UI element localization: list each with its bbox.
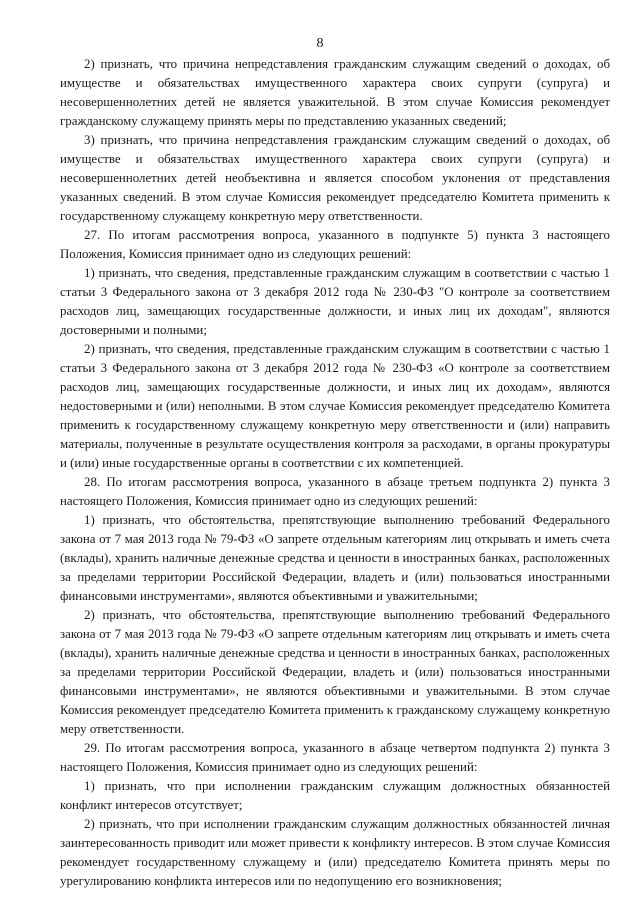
paragraph-clause-28: 28. По итогам рассмотрения вопроса, указанного в абзаце третьем подпункта 2) пункта 3 настоящего Положения, Комиссия принимает одно из следующих решений: [60, 475, 610, 508]
paragraph-27-2-unreliable: 2) признать, что сведения, представленные гражданским служащим в соответствии с частью 1 статьи 3 Федерального закона от 3 декабря 2012 года № 230-ФЗ «О контроле за соответствием расходов лиц, замещающих государственные должности, и иных лиц их доходам», являются недостоверными и (или) неполными. В этом случае Комиссия рекомендует председателю Комитета применить к государственному служащему конкретную меру ответственности и (или) направить материалы, полученные в результате осуществления контроля за расходами, в органы прокуратуры и (или) иные государственные органы в соответствии с их компетенцией. [60, 342, 610, 470]
paragraph-clause-27: 27. По итогам рассмотрения вопроса, указанного в подпункте 5) пункта 3 настоящего Положения, Комиссия принимает одно из следующих решений: [60, 228, 610, 261]
document-body [60, 55, 610, 891]
page-number: 8 [316, 36, 324, 51]
paragraph-28-2-not-objective: 2) признать, что обстоятельства, препятствующие выполнению требований Федерального закона от 7 мая 2013 года № 79-ФЗ «О запрете отдельным категориям лиц открывать и иметь счета (вклады), хранить наличные денежные средства и ценности в иностранных банках, расположенных за пределами территории Российской Федерации, владеть и (или) пользоваться иностранными финансовыми инструментами», не являются объективными и уважительными. В этом случае Комиссия рекомендует председателю Комитета применить к гражданскому служащему конкретную меру ответственности. [60, 608, 610, 736]
paragraph-29-2-conflict: 2) признать, что при исполнении гражданским служащим должностных обязанностей личная заинтересованность приводит или может привести к конфликту интересов. В этом случае Комиссия рекомендует государственному служащему и (или) председателю Комитета принять меры по урегулированию конфликта интересов или по недопущению его возникновения; [60, 817, 610, 888]
paragraph-3-reason-evasion: 3) признать, что причина непредставления гражданским служащим сведений о доходах, об имуществе и обязательствах имущественного характера своих супруги (супруга) и несовершеннолетних детей необъективна и является способом уклонения от представления указанных сведений. В этом случае Комиссия рекомендует председателю Комитета применить к государственному служащему конкретную меру ответственности. [60, 133, 610, 223]
paragraph-2-reason-not-valid: 2) признать, что причина непредставления гражданским служащим сведений о доходах, об имуществе и обязательствах имущественного характера своих супруги (супруга) и несовершеннолетних детей не является уважительной. В этом случае Комиссия рекомендует гражданскому служащему принять меры по представлению указанных сведений; [60, 57, 610, 128]
paragraph-28-1-objective: 1) признать, что обстоятельства, препятствующие выполнению требований Федерального закона от 7 мая 2013 года № 79-ФЗ «О запрете отдельным категориям лиц открывать и иметь счета (вклады), хранить наличные денежные средства и ценности в иностранных банках, расположенных за пределами территории Российской Федерации, владеть и (или) пользоваться иностранными финансовыми инструментами», являются объективными и уважительными; [60, 513, 610, 603]
paragraph-27-1-reliable: 1) признать, что сведения, представленные гражданским служащим в соответствии с частью 1 статьи 3 Федерального закона от 3 декабря 2012 года № 230-ФЗ "О контроле за соответствием расходов лиц, замещающих государственные должности, и иных лиц их доходам", являются достоверными и полными; [60, 266, 610, 337]
paragraph-clause-29: 29. По итогам рассмотрения вопроса, указанного в абзаце четвертом подпункта 2) пункта 3 настоящего Положения, Комиссия принимает одно из следующих решений: [60, 741, 610, 774]
paragraph-29-1-no-conflict: 1) признать, что при исполнении гражданским служащим должностных обязанностей конфликт интересов отсутствует; [60, 779, 610, 812]
